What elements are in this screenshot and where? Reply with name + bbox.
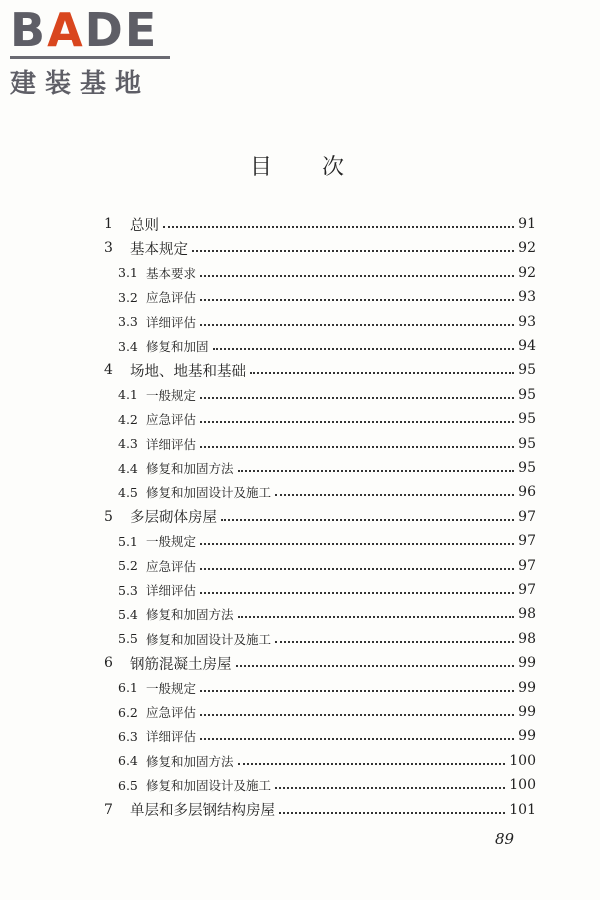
toc-entry (118, 774, 536, 796)
toc-leader-dots (275, 631, 514, 643)
toc-entry-number: 6 (104, 655, 113, 672)
toc-leader-dots (200, 411, 514, 423)
toc-entry-label: 修复和加固设计及施工 (146, 631, 272, 647)
toc-leader-dots (200, 728, 514, 740)
toc-entry-page: 95 (518, 411, 536, 428)
toc-entry-number: 4.2 (118, 411, 138, 427)
toc-entry-number: 6.5 (118, 777, 138, 793)
toc-entry-label: 一般规定 (146, 387, 197, 403)
toc-entry-page: 99 (518, 679, 536, 696)
toc-entry-page: 98 (518, 630, 536, 647)
toc-entry-label: 多层砌体房屋 (130, 510, 217, 527)
toc-entry (104, 652, 536, 674)
toc-entry (118, 750, 536, 772)
toc-entry-page: 97 (518, 533, 536, 550)
toc-entry-label: 钢筋混凝土房屋 (130, 656, 232, 673)
toc-entry-page: 98 (518, 606, 536, 623)
toc-entry-number: 4.3 (118, 436, 138, 452)
logo-chinese-text: 建装基地 (10, 69, 151, 99)
toc-entry-page: 95 (518, 460, 536, 476)
toc-entry (104, 359, 536, 381)
toc-entry-label: 应急评估 (146, 412, 197, 428)
toc-entry-number: 1 (104, 216, 113, 232)
toc-entry (104, 237, 536, 259)
toc-entry-label: 详细评估 (146, 314, 197, 330)
toc-entry-number: 3.1 (118, 265, 138, 281)
toc-entry-number: 5.5 (118, 631, 138, 647)
toc-entry-page: 99 (518, 655, 536, 672)
toc-entry-number: 3 (104, 240, 113, 257)
toc-entry (118, 555, 536, 577)
toc-entry-page: 95 (518, 386, 536, 403)
toc-entry-label: 应急评估 (146, 558, 197, 574)
toc-leader-dots (200, 533, 514, 545)
toc-entry (118, 262, 536, 284)
toc-entry-page: 99 (518, 704, 536, 720)
toc-leader-dots (279, 802, 505, 814)
toc-entry (104, 213, 536, 235)
toc-entry-page: 95 (518, 435, 536, 452)
toc-leader-dots (238, 606, 515, 618)
toc-entry (118, 628, 536, 650)
toc-leader-dots (200, 387, 514, 399)
toc-entry (118, 384, 536, 406)
toc-leader-dots (200, 436, 514, 448)
toc-leader-dots (163, 216, 514, 228)
toc-entry (118, 481, 536, 503)
toc-entry-label: 应急评估 (146, 705, 197, 720)
logo-wordmark: BADE (10, 3, 159, 57)
toc-entry-page: 96 (518, 484, 536, 501)
toc-leader-dots (200, 289, 514, 301)
toc-entry-page: 97 (518, 508, 536, 525)
toc-entry-number: 4.4 (118, 460, 138, 476)
toc-entry-label: 场地、地基和基础 (130, 363, 246, 380)
toc-entry (118, 335, 536, 357)
toc-entry-label: 一般规定 (146, 534, 197, 550)
toc-entry-number: 5 (104, 508, 113, 525)
toc-entry (118, 408, 536, 430)
toc-entry-label: 修复和加固方法 (146, 461, 234, 476)
toc-entry-page: 93 (518, 313, 536, 330)
toc-entry-label: 基本要求 (146, 265, 197, 281)
toc-entry-label: 基本规定 (130, 241, 188, 258)
toc-entry-number: 4 (104, 362, 113, 379)
toc-leader-dots (236, 655, 515, 667)
toc-entry-number: 5.1 (118, 533, 138, 549)
toc-leader-dots (192, 240, 514, 252)
toc-entry-number: 5.4 (118, 606, 138, 622)
toc-entry-number: 3.4 (118, 338, 138, 354)
toc-leader-dots (275, 777, 505, 789)
toc-entry-number: 5.2 (118, 558, 138, 574)
toc-entry-number: 5.3 (118, 582, 138, 598)
toc-entry (118, 433, 536, 455)
toc-leader-dots (275, 484, 514, 496)
toc-leader-dots (213, 338, 515, 350)
toc-entry (118, 457, 536, 479)
toc-entry (118, 701, 536, 723)
page-number: 89 (495, 830, 515, 848)
toc-entry-number: 4.1 (118, 387, 138, 403)
toc-entry-page: 92 (518, 264, 536, 281)
toc-entry-label: 修复和加固设计及施工 (146, 485, 272, 501)
toc-entry (118, 579, 536, 601)
toc-leader-dots (200, 314, 514, 326)
toc-entry-page: 94 (518, 338, 536, 354)
toc-entry-label: 详细评估 (146, 583, 197, 598)
toc-entry-number: 6.4 (118, 753, 138, 769)
toc-entry-page: 100 (509, 752, 536, 769)
toc-entry-number: 6.3 (118, 728, 138, 744)
toc-entry (118, 677, 536, 699)
toc-entry-label: 修复和加固方法 (146, 607, 234, 623)
toc-entry-page: 92 (518, 240, 536, 257)
toc-entry-page: 99 (518, 728, 536, 745)
toc-entry-number: 6.1 (118, 680, 138, 696)
toc-entry-number: 3.3 (118, 314, 138, 330)
toc-entry-label: 修复和加固 (146, 339, 209, 354)
toc-entry (118, 530, 536, 552)
toc-leader-dots (200, 680, 514, 692)
toc-entry-label: 总则 (130, 217, 159, 234)
toc-entry (118, 603, 536, 625)
toc-entry (118, 286, 536, 308)
toc-entry-label: 应急评估 (146, 290, 197, 306)
toc-entry-label: 单层和多层钢结构房屋 (130, 803, 275, 820)
toc-entry-page: 95 (518, 362, 536, 379)
toc-entry-label: 详细评估 (146, 729, 197, 745)
toc-entry-label: 一般规定 (146, 680, 197, 696)
toc-entry-label: 修复和加固方法 (146, 753, 234, 769)
toc-entry (104, 799, 536, 821)
toc-entry-number: 6.2 (118, 704, 138, 720)
toc-entry (104, 506, 536, 528)
toc-leader-dots (221, 509, 514, 521)
toc-leader-dots (200, 704, 514, 716)
toc-entry-page: 101 (509, 801, 536, 818)
toc-entry (118, 725, 536, 747)
toc-entry-page: 97 (518, 557, 536, 574)
toc-entry-number: 4.5 (118, 484, 138, 500)
toc-entry-page: 93 (518, 289, 536, 306)
toc-leader-dots (238, 753, 506, 765)
page-title: 目 次 (249, 155, 351, 180)
toc-entry-number: 7 (104, 801, 113, 818)
toc-entry-label: 详细评估 (146, 436, 197, 452)
toc-entry (118, 311, 536, 333)
toc-entry-number: 3.2 (118, 289, 138, 305)
toc-entry-page: 97 (518, 582, 536, 598)
toc-entry-page: 91 (518, 216, 536, 232)
toc-leader-dots (200, 265, 514, 277)
toc-leader-dots (238, 460, 515, 472)
toc-leader-dots (200, 582, 514, 594)
toc-leader-dots (200, 558, 514, 570)
toc-entry-label: 修复和加固设计及施工 (146, 778, 272, 794)
toc-leader-dots (250, 362, 514, 374)
toc-entry-page: 100 (509, 777, 536, 794)
